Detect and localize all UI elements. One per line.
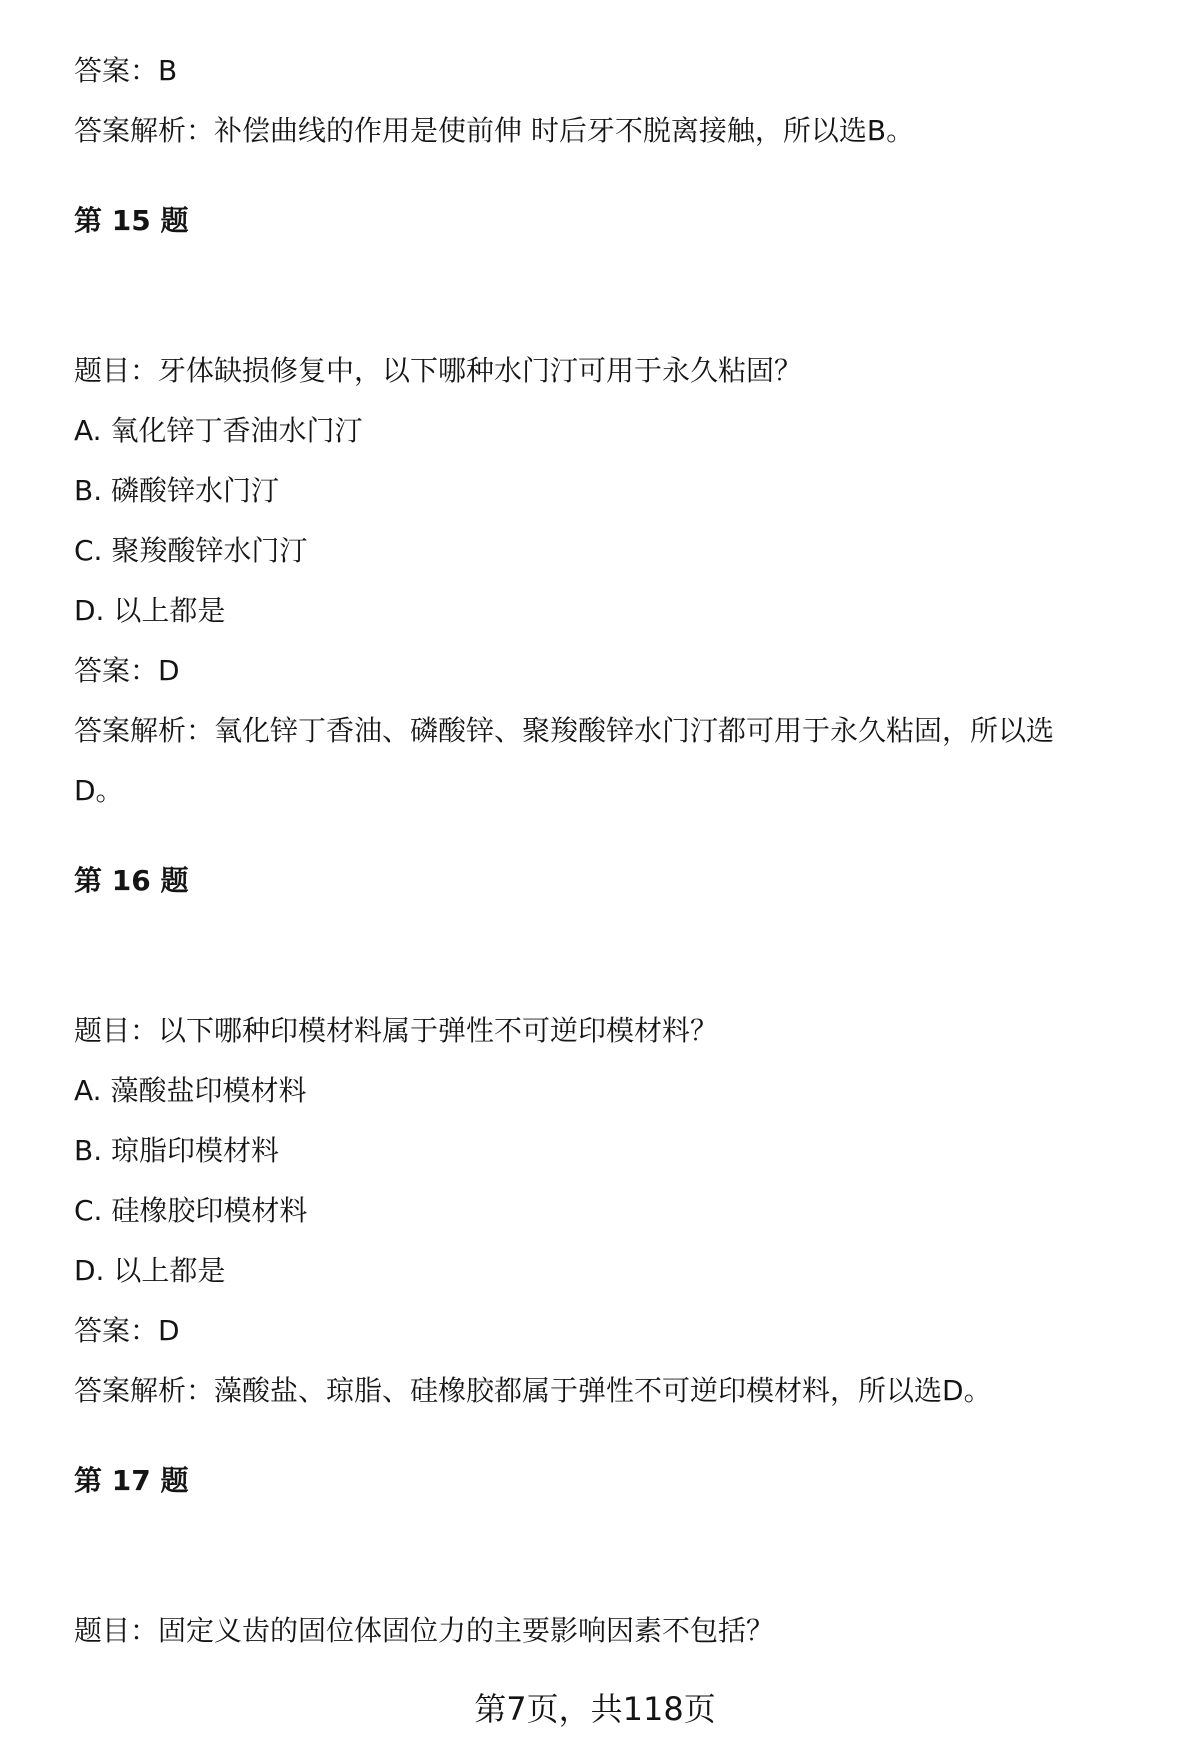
q16-question: 题目：以下哪种印模材料属于弹性不可逆印模材料？ xyxy=(74,1014,719,1047)
q15-analysis-line1: 答案解析：氧化锌丁香油、磷酸锌、聚羧酸锌水门汀都可用于永久粘固，所以选 xyxy=(74,714,1055,747)
q15-option-d: D. 以上都是 xyxy=(74,594,226,627)
q15-heading: 第 15 题 xyxy=(74,204,189,237)
q16-option-d: D. 以上都是 xyxy=(74,1254,226,1287)
q16-option-a: A. 藻酸盐印模材料 xyxy=(74,1074,307,1107)
q15-option-c: C. 聚羧酸锌水门汀 xyxy=(74,534,308,567)
q15-analysis-line2: D。 xyxy=(74,774,124,807)
q14-analysis: 答案解析：补偿曲线的作用是使前伸 时后牙不脱离接触，所以选B。 xyxy=(74,114,915,147)
q16-option-c: C. 硅橡胶印模材料 xyxy=(74,1194,308,1227)
page-number: 第7页，共118页 xyxy=(474,1690,716,1728)
q15-answer: 答案：D xyxy=(74,654,180,687)
q16-answer: 答案：D xyxy=(74,1314,180,1347)
q16-option-b: B. 琼脂印模材料 xyxy=(74,1134,280,1167)
q15-option-a: A. 氧化锌丁香油水门汀 xyxy=(74,414,363,447)
q17-question: 题目：固定义齿的固位体固位力的主要影响因素不包括？ xyxy=(74,1614,775,1647)
q14-answer: 答案：B xyxy=(74,54,178,87)
q15-question: 题目：牙体缺损修复中，以下哪种水门汀可用于永久粘固？ xyxy=(74,354,803,387)
q16-heading: 第 16 题 xyxy=(74,864,189,897)
q17-heading: 第 17 题 xyxy=(74,1464,189,1497)
q16-analysis: 答案解析：藻酸盐、琼脂、硅橡胶都属于弹性不可逆印模材料，所以选D。 xyxy=(74,1374,992,1407)
q15-option-b: B. 磷酸锌水门汀 xyxy=(74,474,280,507)
